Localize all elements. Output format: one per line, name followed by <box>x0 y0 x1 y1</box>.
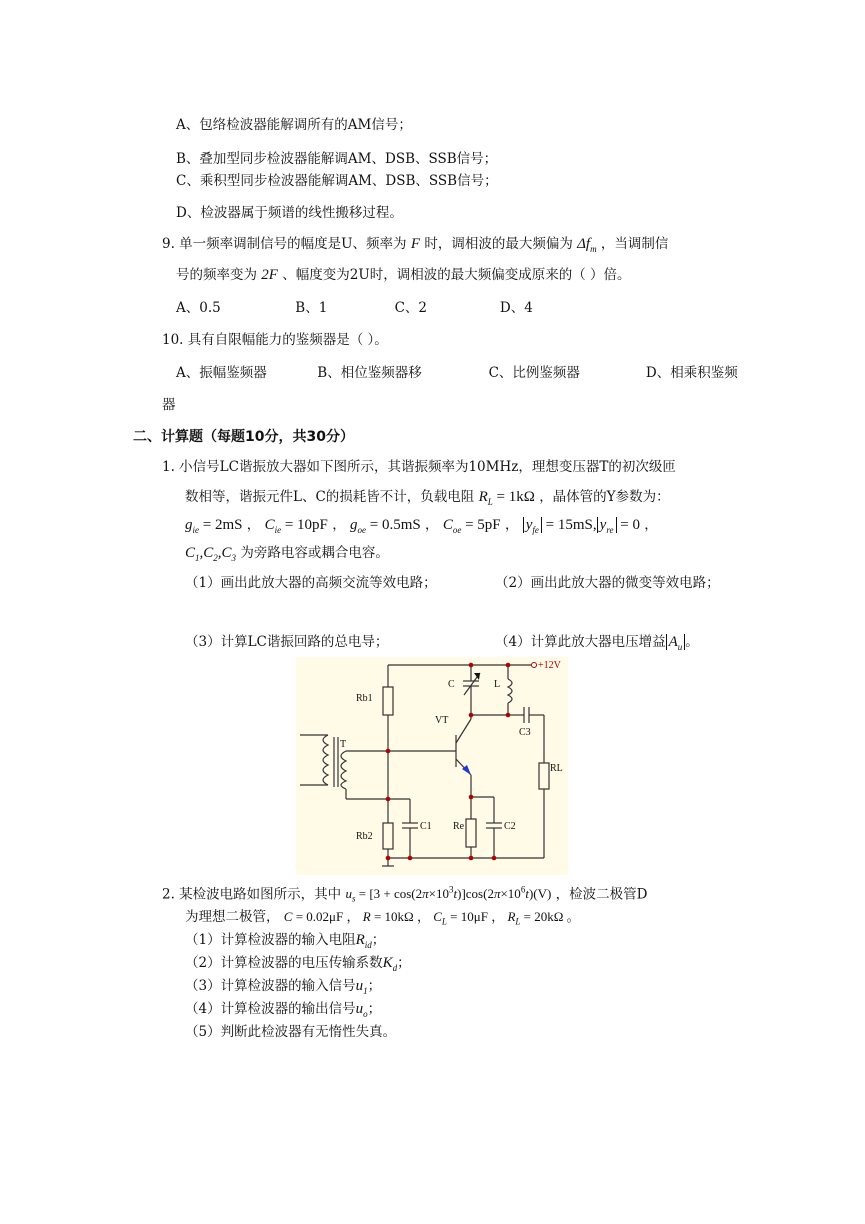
q9-text-d: 号的频率变为 <box>176 267 257 283</box>
calc2-question-3: （3）计算检波器的输入信号$u_1$； <box>185 978 382 996</box>
section-2-title: 二、计算题（每题10分，共30分） <box>133 429 354 445</box>
q8-option-b: B、叠加型同步检波器能解调AM、DSB、SSB信号； <box>176 151 498 167</box>
q10-option-d-wrap: 器 <box>162 397 176 413</box>
calc2-line-1: 2. 某检波电路如图所示，其中 $u_s = [3 + \cos(2\pi\times 10^3t)]\cos(2\pi\times 10^6t)(V)$ ，检波二极管D <box>162 885 648 904</box>
calc1-formula-rl: $R_L$ <box>478 489 493 507</box>
label-re: Re <box>453 821 465 832</box>
calc1-line-4: $C_1,C_2,C_3$ 为旁路电容或耦合电容。 <box>185 545 389 563</box>
q8-option-d: D、检波器属于频谱的线性搬移过程。 <box>176 205 403 221</box>
q9-text-e: 、幅度变为2U时，调相波的最大频偏变成原来的（ ）倍。 <box>282 267 631 283</box>
calc1-question-1: （1）画出此放大器的高频交流等效电路； <box>185 575 437 591</box>
q9-line-1 <box>162 234 668 259</box>
calc1-question-4: （4）计算此放大器电压增益 $A_u$ 。 <box>495 634 699 652</box>
calc2-line-2: 为理想二极管， C = 0.02μF ， R = 10kΩ ， $C_L = 10\mu F$ ， $R_L = 20k\Omega$ 。 <box>185 909 580 927</box>
q9-option-b: B、1 <box>295 300 328 316</box>
q10-option-d: D、相乘积鉴频 <box>645 365 738 381</box>
calc1-line-2: 数相等，谐振元件L、C的损耗皆不计，负载电阻 $R_L = 1k\Omega$ ，晶体管的Y参数为： <box>185 489 670 507</box>
q9-text-c: ，当调制信 <box>600 236 669 252</box>
label-c: C <box>448 679 455 690</box>
label-c2: C2 <box>504 821 516 832</box>
q10-stem: 10. 具有自限幅能力的鉴频器是（ ）。 <box>162 332 388 348</box>
calc1-question-3: （3）计算LC谐振回路的总电导； <box>185 634 389 650</box>
q9-symbol-2F: 2F <box>261 267 278 283</box>
amplifier-circuit-diagram <box>296 657 568 875</box>
q10-option-b: B、相位鉴频器移 <box>317 365 422 381</box>
q10-option-a: A、振幅鉴频器 <box>176 365 267 381</box>
calc2-question-1: （1）计算检波器的输入电阻$R_{id}$； <box>185 932 386 950</box>
q8-option-c: C、乘积型同步检波器能解调AM、DSB、SSB信号； <box>176 173 498 189</box>
label-rl: RL <box>550 763 563 774</box>
label-rb1: Rb1 <box>356 693 373 704</box>
q9-text-b: 时，调相波的最大频偏为 <box>424 236 573 252</box>
calc1-text-a: 数相等，谐振元件L、C的损耗皆不计，负载电阻 <box>185 489 475 505</box>
label-vcc: +12V <box>538 660 561 671</box>
q9-option-d: D、4 <box>499 300 533 316</box>
label-c3: C3 <box>519 727 531 738</box>
q9-symbol-dfm: $\Delta f_m$ <box>577 236 597 254</box>
q9-options <box>176 298 533 318</box>
label-c1: C1 <box>420 821 432 832</box>
label-vt: VT <box>435 715 449 726</box>
label-l: L <box>494 679 501 690</box>
q8-option-a: A、包络检波器能解调所有的AM信号； <box>176 117 412 133</box>
calc1-line-3: $g_{ie} = 2mS$ ， $C_{ie} = 10pF$ ， $g_{oe} = 0.5mS$ ， $C_{oe} = 5pF$ ， $y_{fe} = 15mS$, $y_{re} = 0$ ， <box>185 517 658 535</box>
calc1-text-c: 为旁路电容或耦合电容。 <box>240 545 389 561</box>
calc2-formula-params: C = 0.02μF ， R = 10kΩ ， $C_L = 10\mu F$ ， $R_L = 20k\Omega$ 。 <box>283 909 580 927</box>
q10-options <box>176 363 738 383</box>
q9-text-a: 9. 单一频率调制信号的幅度是U、频率为 <box>162 236 407 252</box>
calc2-question-4: （4）计算检波器的输出信号$u_o$； <box>185 1001 382 1019</box>
q9-line-2 <box>176 265 631 285</box>
calc1-line-1: 1. 小信号LC谐振放大器如下图所示，其谐振频率为10MHz，理想变压器T的初次级匝 <box>162 459 676 475</box>
calc1-question-2: （2）画出此放大器的微变等效电路； <box>495 575 720 591</box>
circuit-background <box>296 657 568 875</box>
calc2-formula-us: $u_s = [3 + \cos(2\pi\times 10^3t)]\cos(2\pi\times 10^6t)(V)$ <box>345 885 552 904</box>
calc2-question-2: （2）计算检波器的电压传输系数$K_d$； <box>185 955 411 973</box>
q9-option-c: C、2 <box>394 300 428 316</box>
label-rb2: Rb2 <box>356 831 373 842</box>
calc2-question-5: （5）判断此检波器有无惰性失真。 <box>185 1024 397 1040</box>
q9-option-a: A、0.5 <box>176 300 221 316</box>
q9-symbol-F: F <box>410 236 421 252</box>
label-t: T <box>340 739 347 750</box>
q10-option-c: C、比例鉴频器 <box>488 365 580 381</box>
calc1-text-b: ，晶体管的Y参数为： <box>539 489 670 505</box>
